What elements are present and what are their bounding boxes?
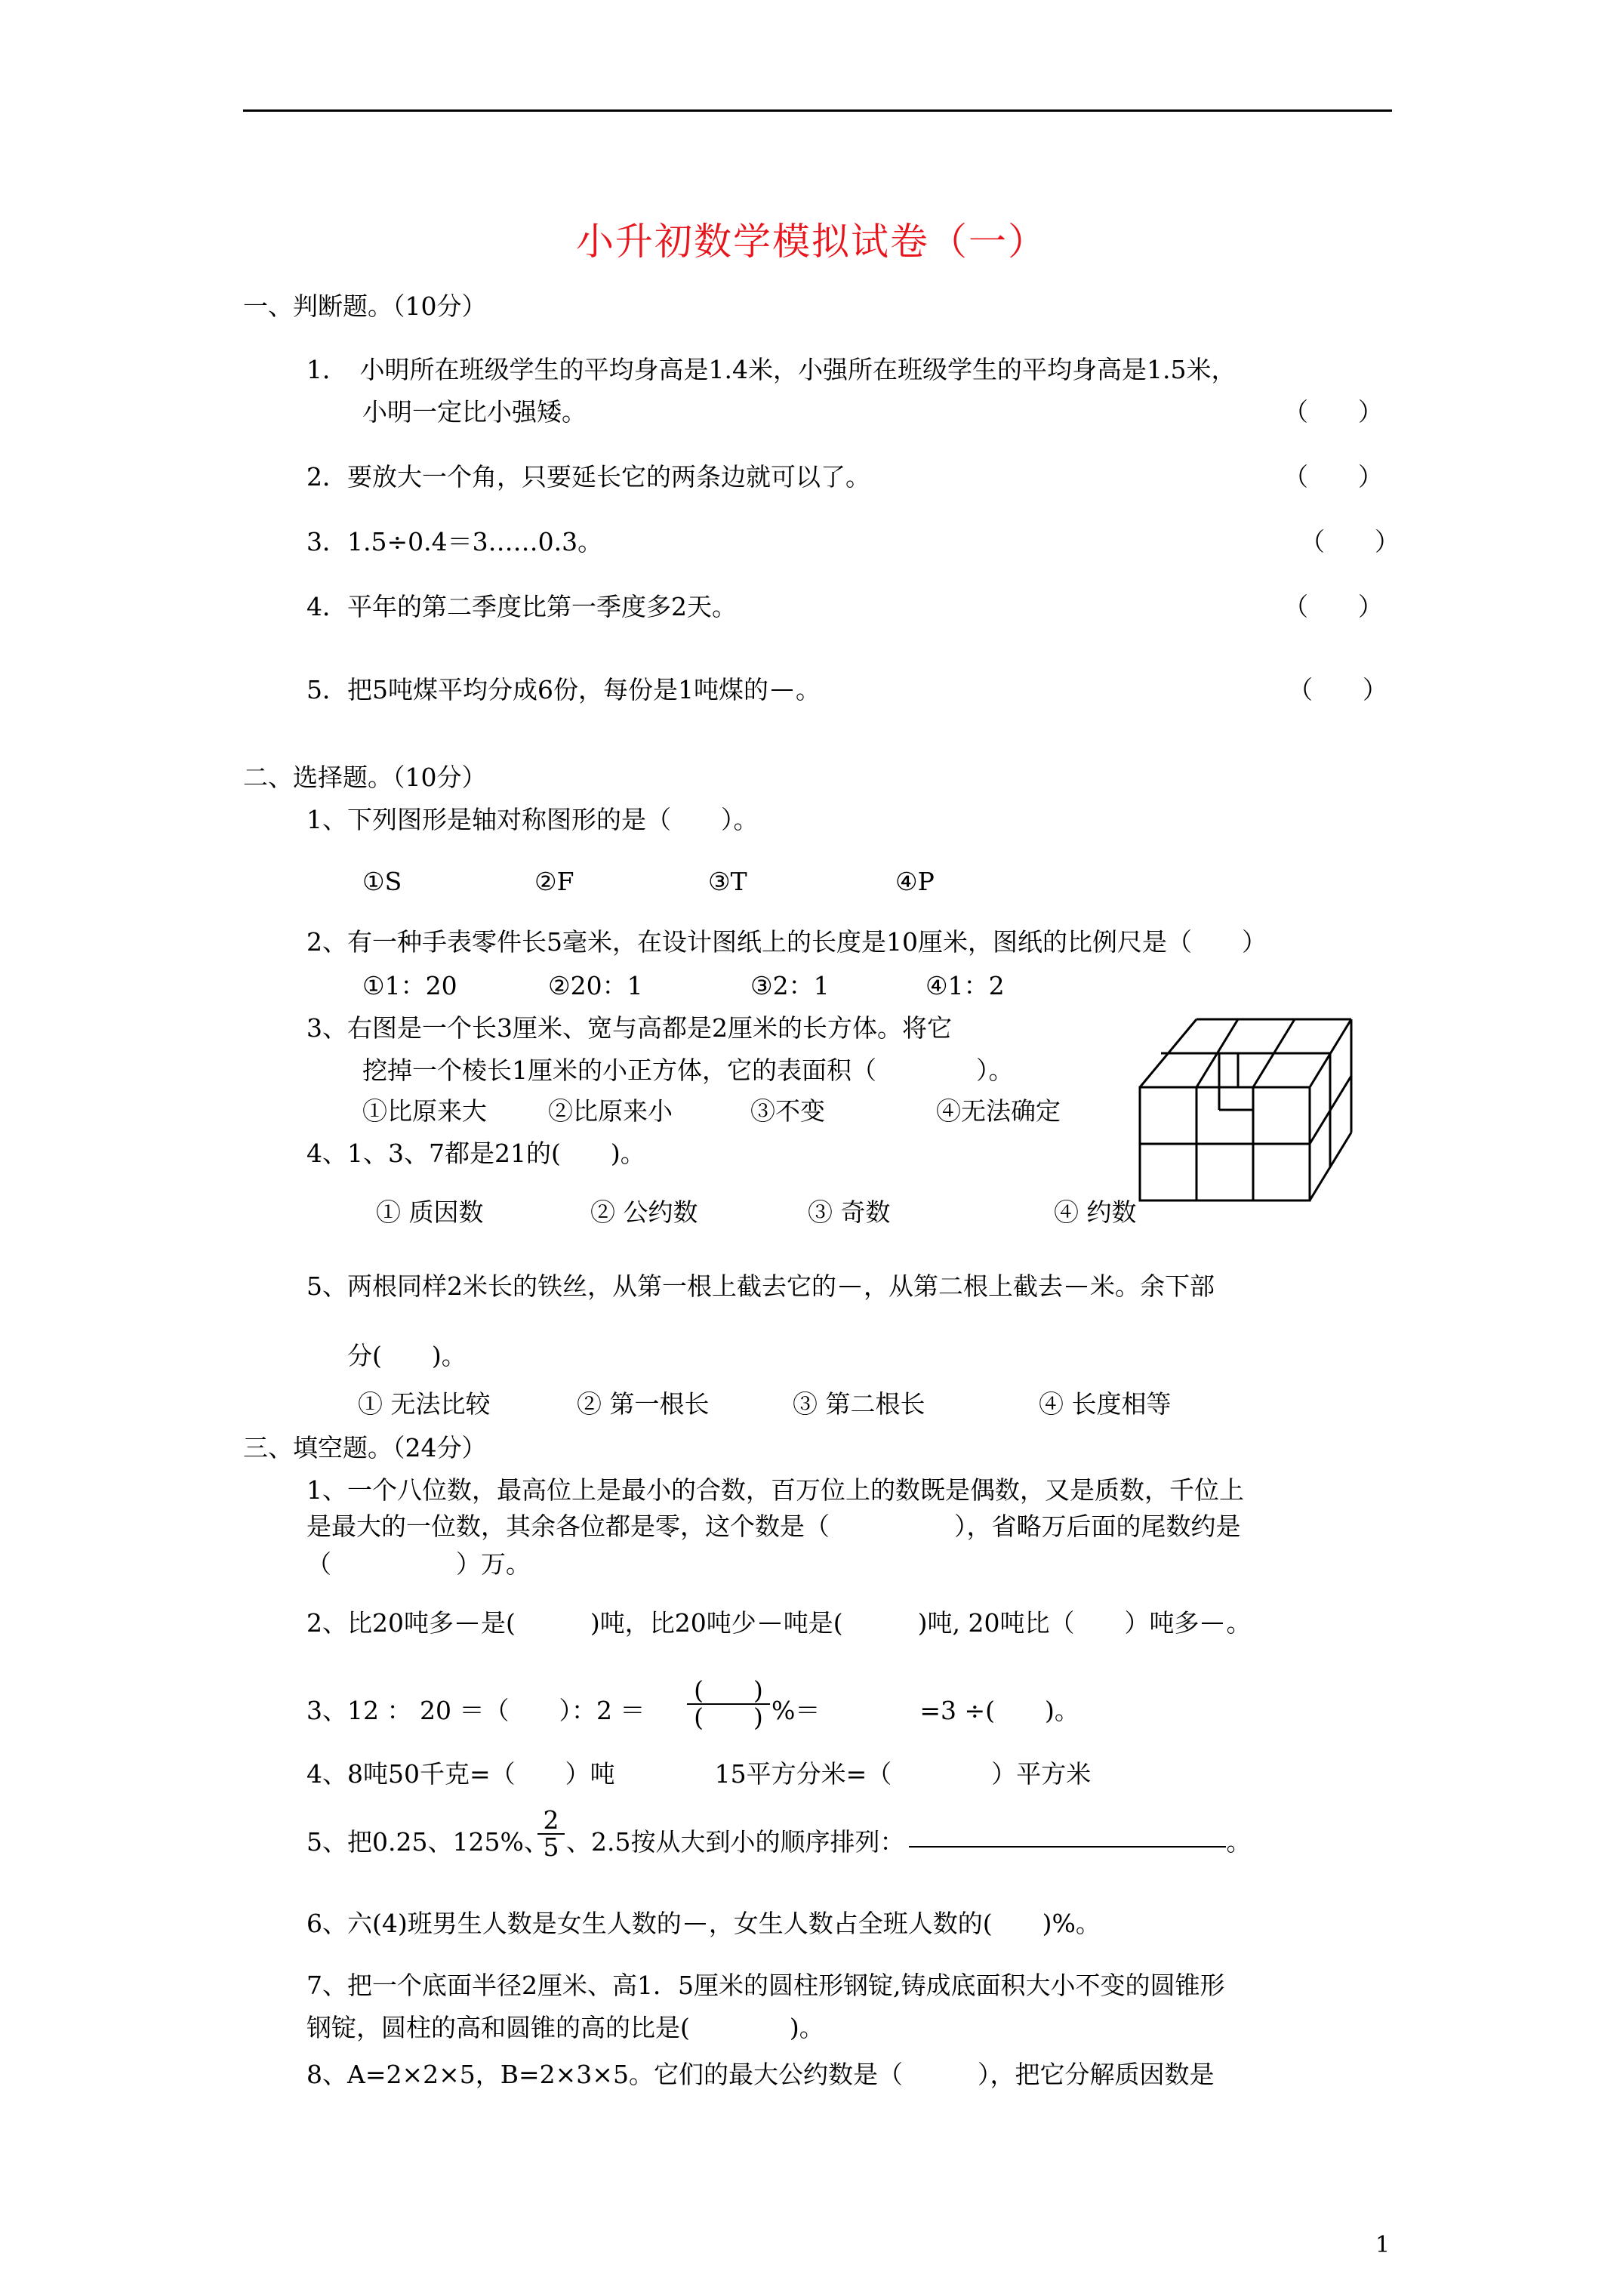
fill-q6 <box>306 1909 1101 1939</box>
fraction-placeholder <box>771 689 793 691</box>
fraction-placeholder <box>759 1623 781 1624</box>
fill-q3-fraction <box>687 1675 770 1732</box>
fraction-placeholder <box>1066 1286 1087 1287</box>
section-heading-judgment: 一、判断题。（10分） <box>243 291 487 321</box>
answer-paren: （ ） <box>1283 462 1383 492</box>
section-heading-fill-blank: 三、填空题。（24分） <box>243 1433 487 1462</box>
fraction-denominator: 5 <box>543 1832 559 1862</box>
choice-q5-text-c: 米。余下部 <box>1090 1271 1215 1301</box>
choice-q5-line1 <box>306 1271 1215 1302</box>
fraction-numerator: ( ) <box>687 1678 770 1705</box>
answer-paren: （ ） <box>1283 592 1383 621</box>
judgment-q1-line2: 小明一定比小强矮。 <box>362 397 587 427</box>
judgment-q2: 2．要放大一个角，只要延长它的两条边就可以了。 <box>306 462 870 492</box>
fraction-placeholder <box>457 1623 478 1624</box>
choice-q5-text-a: 5、两根同样2米长的铁丝，从第一根上截去它的 <box>306 1271 836 1301</box>
fill-q3-text-a: 3、12 ： 20 ＝（ ）：2 ＝ <box>306 1696 645 1725</box>
choice-q3-option: ③不变 <box>750 1096 825 1126</box>
judgment-q1-line1: 1． 小明所在班级学生的平均身高是1.4米，小强所在班级学生的平均身高是1.5米， <box>306 355 1236 384</box>
fill-q8: 8、A=2×2×5，B=2×3×5。它们的最大公约数是（ ），把它分解质因数是 <box>306 2060 1215 2089</box>
choice-q4-option: ④ 约数 <box>1054 1197 1137 1227</box>
fill-q2-text-c: 吨是( )吨, 20吨比（ ）吨多 <box>783 1608 1200 1638</box>
answer-paren: （ ） <box>1288 675 1387 704</box>
judgment-q4: 4．平年的第二季度比第一季度多2天。 <box>306 592 737 621</box>
fraction-placeholder <box>839 1286 861 1287</box>
choice-q4: 4、1、3、7都是21的( )。 <box>306 1139 645 1168</box>
choice-q1-option: ④P <box>895 867 935 896</box>
choice-q2: 2、有一种手表零件长5毫米，在设计图纸上的长度是10厘米，图纸的比例尺是（ ） <box>306 927 1267 957</box>
choice-q1: 1、下列图形是轴对称图形的是（ ）。 <box>306 805 759 834</box>
fill-q5-text-b: 、2.5按从大到小的顺序排列： <box>566 1827 905 1857</box>
choice-q5-option: ① 无法比较 <box>358 1389 491 1419</box>
fill-q1-line2: 是最大的一位数，其余各位都是零，这个数是（ ），省略万后面的尾数约是 <box>306 1512 1241 1541</box>
choice-q3-option: ②比原来小 <box>548 1096 673 1126</box>
fill-q7-line1: 7、把一个底面半径2厘米、高1．5厘米的圆柱形钢锭,铸成底面积大小不变的圆锥形 <box>306 1971 1225 2000</box>
fill-q2 <box>306 1608 1251 1638</box>
choice-q5-line2: 分( )。 <box>347 1341 467 1370</box>
choice-q5-option: ③ 第二根长 <box>793 1389 925 1419</box>
fraction-denominator: ( ) <box>694 1703 763 1732</box>
choice-q5-text-b: ，从第二根上截去 <box>864 1271 1063 1301</box>
fill-q5-fraction <box>537 1805 565 1862</box>
choice-q5-option: ② 第一根长 <box>577 1389 710 1419</box>
cuboid-diagram <box>1132 1012 1359 1223</box>
choice-q4-option: ② 公约数 <box>590 1197 698 1227</box>
judgment-q5-text: 5．把5吨煤平均分成6份，每份是1吨煤的 <box>306 675 768 704</box>
choice-q5-option: ④ 长度相等 <box>1039 1389 1172 1419</box>
fill-q6-text-a: 6、六(4)班男生人数是女生人数的 <box>306 1909 682 1938</box>
fill-q2-text-a: 2、比20吨多 <box>306 1608 454 1638</box>
choice-q1-option: ③T <box>708 867 747 896</box>
choice-q2-option: ③2：1 <box>750 971 830 1000</box>
judgment-q5-end: 。 <box>795 675 821 704</box>
choice-q3-option: ④无法确定 <box>936 1096 1061 1126</box>
choice-q1-option: ②F <box>534 867 574 896</box>
choice-q2-option: ①1：20 <box>362 971 457 1000</box>
page-number: 1 <box>1375 2232 1390 2258</box>
answer-paren: （ ） <box>1283 397 1383 427</box>
fill-q6-text-b: ，女生人数占全班人数的( )%。 <box>708 1909 1101 1938</box>
fill-q7-line2: 钢锭，圆柱的高和圆锥的高的比是( )。 <box>306 2013 824 2042</box>
fraction-placeholder <box>1202 1623 1223 1624</box>
fill-q5-text-a: 5、把0.25、125%、 <box>306 1827 549 1857</box>
answer-paren: （ ） <box>1300 527 1400 556</box>
header-rule <box>243 109 1392 112</box>
fraction-placeholder <box>685 1923 706 1925</box>
choice-q2-option: ②20：1 <box>548 971 643 1000</box>
judgment-q5 <box>306 675 821 705</box>
fill-q2-text-b: 是( )吨，比20吨少 <box>481 1608 756 1638</box>
choice-q1-option: ①S <box>362 867 402 896</box>
choice-q4-option: ③ 奇数 <box>808 1197 891 1227</box>
fill-q5-end: 。 <box>1226 1827 1252 1857</box>
choice-q3-option: ①比原来大 <box>362 1096 487 1126</box>
choice-q3-line1: 3、右图是一个长3厘米、宽与高都是2厘米的长方体。将它 <box>306 1013 952 1043</box>
choice-q3-line2: 挖掉一个棱长1厘米的小正方体，它的表面积（ ）。 <box>362 1056 1014 1085</box>
fill-q4: 4、8吨50千克=（ ）吨 15平方分米=（ ）平方米 <box>306 1759 1092 1789</box>
fill-q3-text-b: %＝ =3 ÷( )。 <box>771 1696 1079 1725</box>
choice-q4-option: ① 质因数 <box>376 1197 484 1227</box>
choice-q2-option: ④1：2 <box>925 971 1005 1000</box>
judgment-q3: 3．1.5÷0.4＝3……0.3。 <box>306 527 603 556</box>
page-title: 小升初数学模拟试卷（一） <box>576 220 1047 264</box>
fill-q1-line1: 1、一个八位数，最高位上是最小的合数，百万位上的数既是偶数，又是质数，千位上 <box>306 1475 1244 1505</box>
section-heading-choice: 二、选择题。（10分） <box>243 763 487 792</box>
fill-q5-line <box>566 1827 1251 1857</box>
fraction-numerator: 2 <box>537 1808 565 1835</box>
fill-q2-text-d: 。 <box>1226 1608 1252 1638</box>
answer-blank <box>909 1846 1226 1848</box>
fill-q1-line3: （ ）万。 <box>306 1549 531 1579</box>
